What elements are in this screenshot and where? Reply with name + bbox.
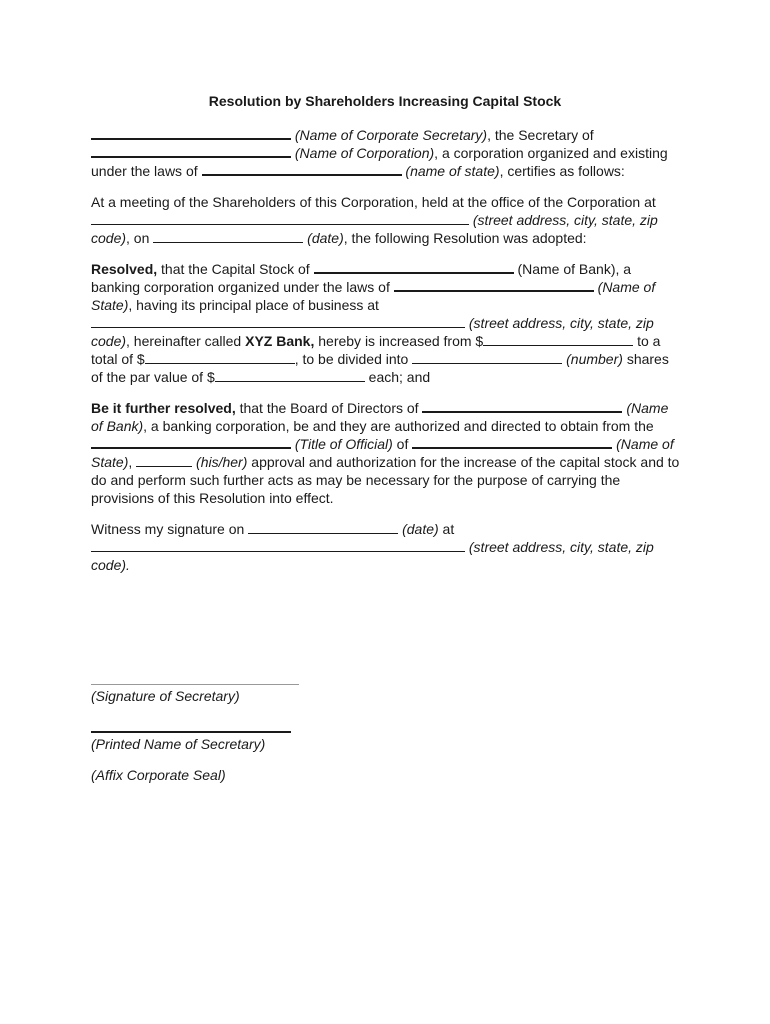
text: that the Capital Stock of bbox=[161, 261, 310, 277]
corporation-blank[interactable] bbox=[91, 144, 291, 158]
official-state-blank[interactable] bbox=[412, 435, 612, 449]
bank-address-hint: (street address, city, state, zip code) bbox=[91, 315, 654, 349]
printed-name-line[interactable] bbox=[91, 717, 291, 733]
official-title-hint: (Title of Official) bbox=[294, 436, 393, 452]
text: , to be divided into bbox=[294, 351, 409, 367]
paragraph-resolved bbox=[91, 260, 683, 386]
paragraph-certification bbox=[91, 126, 683, 180]
bank-name-hint: (Name of Bank) bbox=[517, 261, 616, 277]
corporate-secretary-blank[interactable] bbox=[91, 126, 291, 140]
witness-date-blank[interactable] bbox=[248, 521, 398, 534]
share-count-blank[interactable] bbox=[412, 351, 562, 364]
bank-short-name: XYZ Bank, bbox=[245, 333, 315, 349]
number-hint: (number) bbox=[566, 351, 623, 367]
bank-name-blank[interactable] bbox=[314, 260, 514, 274]
text: , bbox=[128, 454, 133, 470]
paragraph-witness bbox=[91, 520, 683, 574]
pronoun-hint: (his/her) bbox=[196, 454, 248, 470]
text: , certifies as follows: bbox=[499, 163, 625, 179]
text: , having its principal place of business at bbox=[128, 297, 379, 313]
text: at bbox=[442, 521, 455, 537]
increase-from-blank[interactable] bbox=[483, 333, 633, 346]
text: , the following Resolution was adopted: bbox=[343, 230, 587, 246]
document-title: Resolution by Shareholders Increasing Capital Stock bbox=[208, 93, 562, 109]
bank-address-blank[interactable] bbox=[91, 315, 465, 328]
printed-name-caption: (Printed Name of Secretary) bbox=[91, 736, 266, 752]
text: , the Secretary of bbox=[487, 127, 594, 143]
par-value-blank[interactable] bbox=[215, 369, 365, 382]
state-blank[interactable] bbox=[202, 162, 402, 176]
paragraph-further-resolved bbox=[91, 399, 683, 507]
total-amount-blank[interactable] bbox=[145, 351, 295, 364]
witness-address-blank[interactable] bbox=[91, 539, 465, 552]
bank-state-hint: (Name of State) bbox=[91, 279, 656, 313]
text: Witness my signature on bbox=[91, 521, 245, 537]
signature-line[interactable] bbox=[91, 670, 299, 685]
meeting-date-blank[interactable] bbox=[153, 230, 303, 243]
state-hint: (name of state) bbox=[405, 163, 500, 179]
text: , a banking corporation organized under the laws of bbox=[91, 261, 632, 295]
text: , on bbox=[126, 230, 150, 246]
resolved-label: Resolved, bbox=[91, 261, 158, 277]
text: to a total of $ bbox=[91, 333, 661, 367]
corporation-hint: (Name of Corporation) bbox=[294, 145, 435, 161]
text: , hereinafter called bbox=[126, 333, 242, 349]
text: , a banking corporation, be and they are authorized and directed to obtain from the bbox=[143, 418, 654, 434]
further-resolved-label: Be it further resolved, bbox=[91, 400, 236, 416]
witness-date-hint: (date) bbox=[402, 521, 439, 537]
document-body bbox=[91, 126, 683, 587]
corporate-secretary-hint: (Name of Corporate Secretary) bbox=[294, 127, 488, 143]
meeting-date-hint: (date) bbox=[307, 230, 344, 246]
official-title-blank[interactable] bbox=[91, 435, 291, 449]
text: shares of the par value of $ bbox=[91, 351, 669, 385]
text: that the Board of Directors of bbox=[239, 400, 419, 416]
paragraph-meeting bbox=[91, 193, 683, 247]
meeting-address-blank[interactable] bbox=[91, 212, 469, 225]
text: At a meeting of the Shareholders of this Corporation, held at the office of the Corporation at bbox=[91, 194, 656, 210]
text: , a corporation organized and existing under the laws of bbox=[91, 145, 668, 179]
corporate-seal-caption: (Affix Corporate Seal) bbox=[91, 767, 226, 783]
meeting-address-hint: (street address, city, state, zip code) bbox=[91, 212, 658, 246]
text: each; and bbox=[368, 369, 431, 385]
text: hereby is increased from $ bbox=[318, 333, 484, 349]
board-bank-blank[interactable] bbox=[422, 399, 622, 413]
text: approval and authorization for the increase of the capital stock and to do and perform such further acts as may be necessary for the purpose of carrying the provisions of this Resolution into effect. bbox=[91, 454, 680, 506]
bank-state-blank[interactable] bbox=[394, 278, 594, 292]
pronoun-blank[interactable] bbox=[136, 454, 192, 467]
text: of bbox=[396, 436, 409, 452]
official-state-hint: (Name of State) bbox=[91, 436, 674, 470]
signature-block bbox=[91, 670, 491, 784]
signature-caption: (Signature of Secretary) bbox=[91, 688, 240, 704]
board-bank-hint: (Name of Bank) bbox=[91, 400, 669, 434]
witness-address-hint: (street address, city, state, zip code). bbox=[91, 539, 654, 573]
